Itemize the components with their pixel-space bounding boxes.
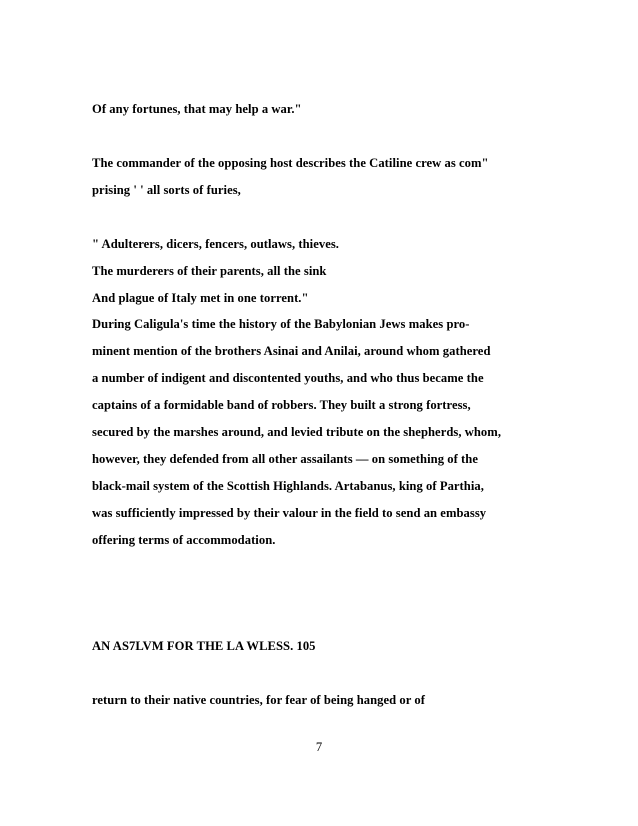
text-line: The murderers of their parents, all the sink bbox=[92, 264, 327, 278]
text-line: minent mention of the brothers Asinai and Anilai, around whom gathered bbox=[92, 344, 491, 358]
text-line: The commander of the opposing host describes the Catiline crew as com" bbox=[92, 156, 489, 170]
text-line: offering terms of accommodation. bbox=[92, 533, 276, 547]
text-line: however, they defended from all other assailants — on something of the bbox=[92, 452, 478, 466]
text-line: " Adulterers, dicers, fencers, outlaws, thieves. bbox=[92, 237, 339, 251]
text-line: prising ' ' all sorts of furies, bbox=[92, 183, 241, 197]
text-line: black-mail system of the Scottish Highlands. Artabanus, king of Parthia, bbox=[92, 479, 484, 493]
text-line: During Caligula's time the history of the Babylonian Jews makes pro- bbox=[92, 317, 470, 331]
page-number: 7 bbox=[315, 740, 323, 754]
text-line: captains of a formidable band of robbers. They built a strong fortress, bbox=[92, 398, 471, 412]
text-line: Of any fortunes, that may help a war." bbox=[92, 102, 302, 116]
text-line: And plague of Italy met in one torrent." bbox=[92, 291, 309, 305]
text-line: secured by the marshes around, and levied tribute on the shepherds, whom, bbox=[92, 425, 502, 439]
text-line: a number of indigent and discontented youths, and who thus became the bbox=[92, 371, 484, 385]
running-header: AN AS7LVM FOR THE LA WLESS. 105 bbox=[92, 639, 316, 653]
text-line: return to their native countries, for fear of being hanged or of bbox=[92, 693, 425, 707]
text-line: was sufficiently impressed by their valour in the field to send an embassy bbox=[92, 506, 487, 520]
